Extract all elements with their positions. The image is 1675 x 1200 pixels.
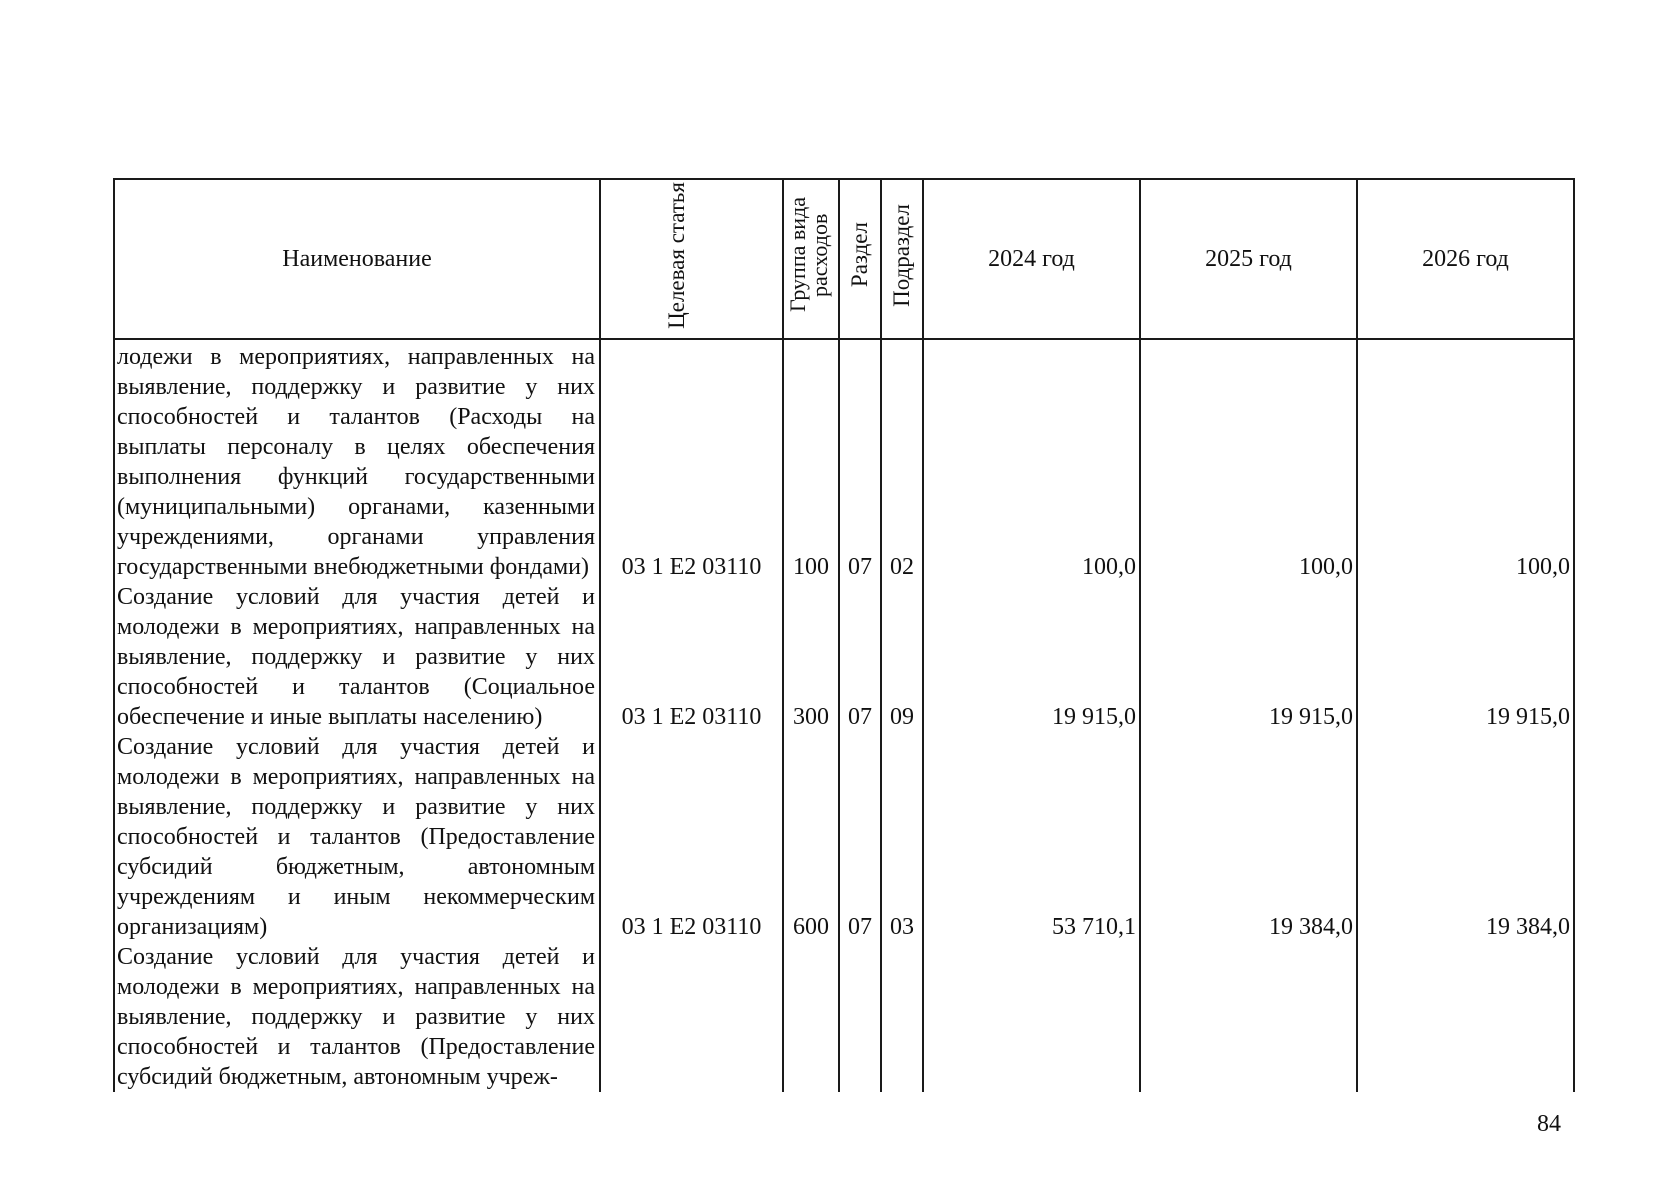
row-value-2024: [923, 942, 1140, 1092]
header-2026: 2026 год: [1357, 179, 1574, 339]
header-target-article: Целевая статья: [600, 179, 783, 339]
row-section: 07: [839, 339, 881, 582]
header-subsection: Подраздел: [881, 179, 923, 339]
row-expense-group: 600: [783, 732, 839, 942]
row-expense-group: [783, 942, 839, 1092]
row-subsection: [881, 942, 923, 1092]
table-header: [114, 179, 1574, 339]
header-name: Наименование: [114, 179, 600, 339]
row-target-article: 03 1 E2 03110: [600, 732, 783, 942]
row-subsection: 02: [881, 339, 923, 582]
row-value-2025: 19 915,0: [1140, 582, 1357, 732]
row-name: Создание условий для участия детей и молодежи в мероприятиях, направленных на выявление, поддержку и развитие у них способностей и талантов (Предоставление субсидий бюджетным, автономным учреж-: [114, 942, 600, 1092]
row-section: 07: [839, 582, 881, 732]
row-value-2026: [1357, 942, 1574, 1092]
row-section: 07: [839, 732, 881, 942]
table-row: [114, 942, 1574, 1092]
row-expense-group: 300: [783, 582, 839, 732]
budget-table: [113, 178, 1575, 1092]
header-2025: 2025 год: [1140, 179, 1357, 339]
table-row: [114, 582, 1574, 732]
header-expense-group: Группа вида расходов: [783, 179, 839, 339]
row-section: [839, 942, 881, 1092]
table-row: [114, 732, 1574, 942]
row-value-2025: 19 384,0: [1140, 732, 1357, 942]
row-target-article: 03 1 E2 03110: [600, 582, 783, 732]
header-section: Раздел: [839, 179, 881, 339]
row-subsection: 03: [881, 732, 923, 942]
header-2024: 2024 год: [923, 179, 1140, 339]
row-value-2025: [1140, 942, 1357, 1092]
table-row: [114, 339, 1574, 582]
row-expense-group: 100: [783, 339, 839, 582]
row-value-2024: 100,0: [923, 339, 1140, 582]
row-target-article: [600, 942, 783, 1092]
row-value-2026: 19 384,0: [1357, 732, 1574, 942]
page-number: 84: [1537, 1111, 1561, 1137]
row-target-article: 03 1 E2 03110: [600, 339, 783, 582]
row-name: лодежи в мероприятиях, направленных на выявление, поддержку и развитие у них способностей и талантов (Расходы на выплаты персоналу в целях обеспечения выполнения функций государственными (муниципальными) органами, казенными учреждениями, органами управления государственными внебюджетными фондами): [114, 339, 600, 582]
row-value-2024: 53 710,1: [923, 732, 1140, 942]
row-subsection: 09: [881, 582, 923, 732]
row-name: Создание условий для участия детей и молодежи в мероприятиях, направленных на выявление, поддержку и развитие у них способностей и талантов (Социальное обеспечение и иные выплаты населению): [114, 582, 600, 732]
row-value-2026: 19 915,0: [1357, 582, 1574, 732]
row-value-2025: 100,0: [1140, 339, 1357, 582]
row-value-2026: 100,0: [1357, 339, 1574, 582]
row-value-2024: 19 915,0: [923, 582, 1140, 732]
row-name: Создание условий для участия детей и молодежи в мероприятиях, направленных на выявление, поддержку и развитие у них способностей и талантов (Предоставление субсидий бюджетным, автономным учреждениям и иным некоммерческим организациям): [114, 732, 600, 942]
